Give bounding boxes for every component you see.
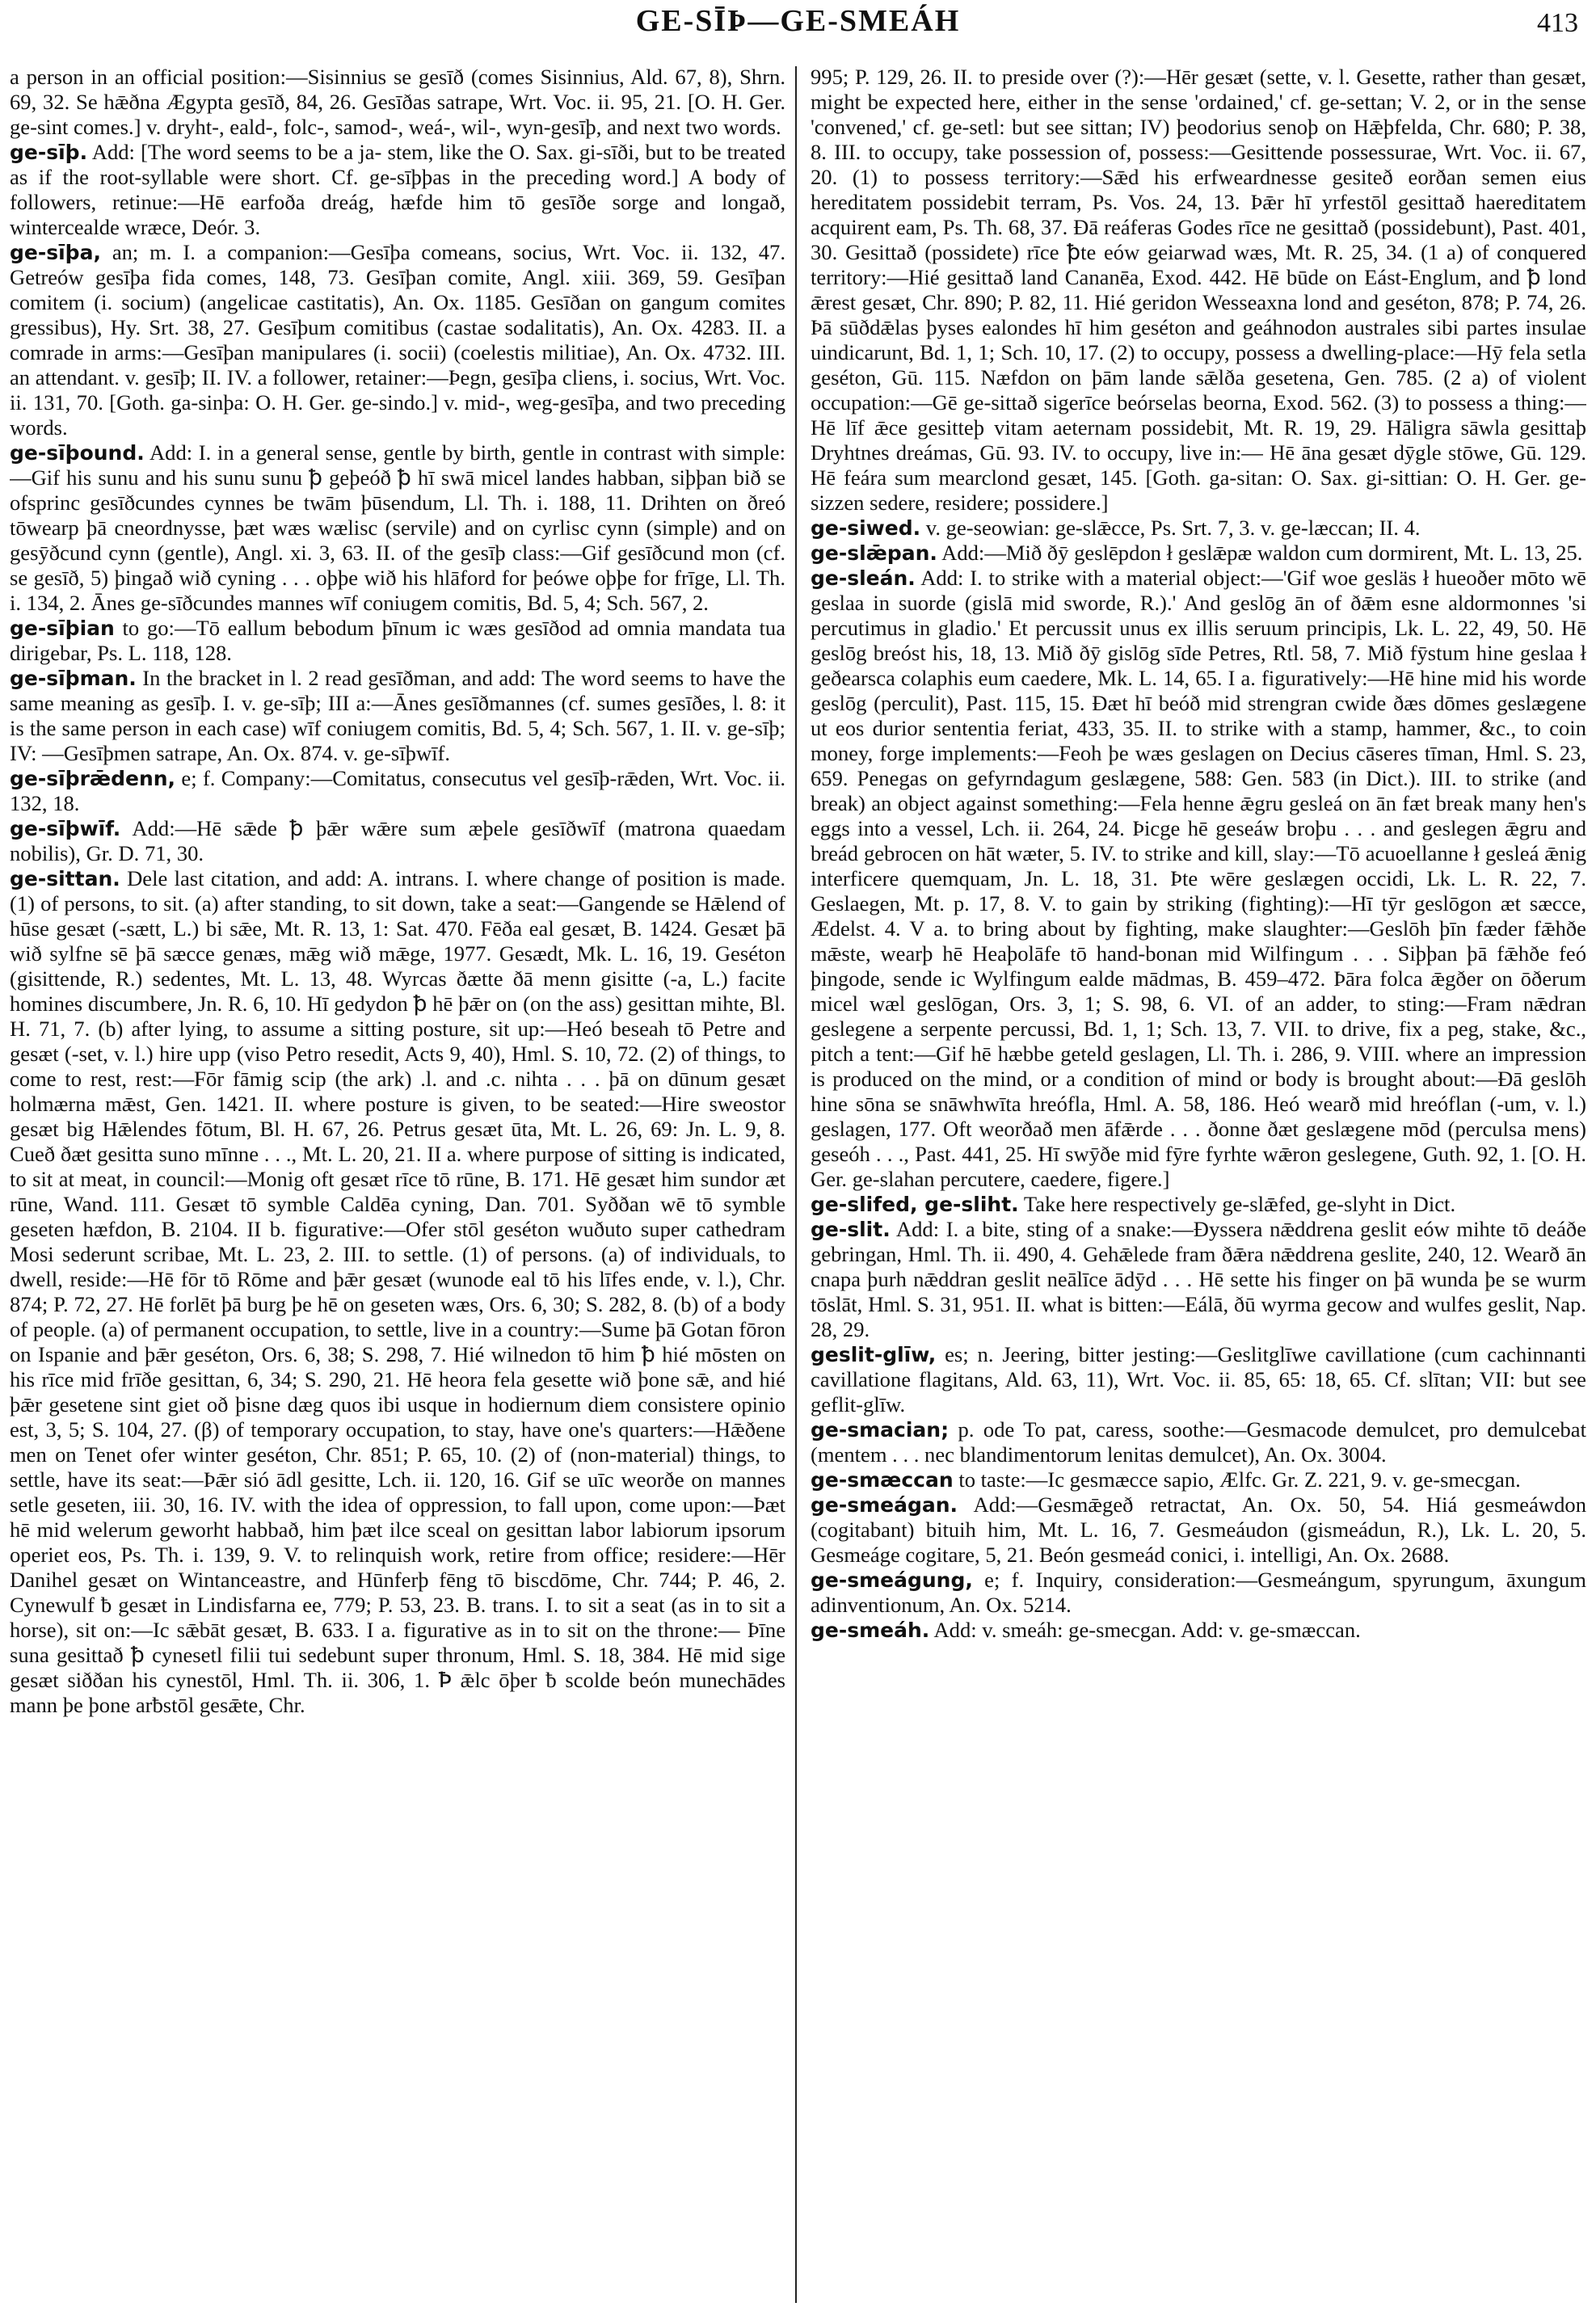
entry-headword: ge-sīþian bbox=[10, 617, 115, 640]
entry-text: Dele last citation, and add: A. intrans. I. where change of position is made. (1) of persons, to sit. (a) after standing, to sit down, take a seat:—Gangende se Hǣlend of hūse gesæt (-sætt, L.) bi sǣe, Mt. R. 13, 1: Sat. 470. Fēða eal gesæt, B. 1424. Gesæt þā wið sylfne sē þā sæcce genæs, mǣg wið mǣge, 1977. Gesædt, Mk. L. 16, 19. Geséton (gisittende, R.) sedentes, Mt. L. 13, 48. Wyrcas ðætte ðā menn gisitte (-a, L.) facite homines discumbere, Jn. R. 6, 10. Hī gedydon ꝥ hē þǣr on (on the ass) gesittan mihte, Bl. H. 71, 7. (b) after lying, to assume a sitting posture, sit up:—Heó beseah tō Petre and gesæt (-set, v. l.) hire upp (viso Petro resedit, Acts 9, 40), Hml. S. 10, 72. (2) of things, to come to rest, rest:—Fōr fāmig scip (the ark) .l. and .c. nihta . . . þā on dūnum gesæt holmærna mǣst, Gen. 1421. II. where posture is given, to be seated:—Hire sweostor gesæt big Hǣlendes fōtum, Bl. H. 67, 26. Petrus gesæt ūta, Mt. L. 26, 69: Jn. L. 9, 8. Cueð ðæt gesitta suno mīnne . . ., Mt. L. 20, 21. II a. where purpose of sitting is indicated, to sit at meat, in council:—Monig oft gesæt rīce tō rūne, B. 171. Hē gesæt him sundor æt rūne, Wand. 111. Gesæt tō symble Caldēa cyning, Dan. 701. Syððan wē tō symble geseten hæfdon, B. 2104. II b. figurative:—Ofer stōl geséton wuðuto super cathedram Mosi sederunt scribae, Mt. L. 23, 2. III. to settle. (1) of persons. (a) of individuals, to dwell, reside:—Hē fōr tō Rōme and þǣr gesæt (wunode eal tō his līfes ende, v. l.), Chr. 874; P. 72, 27. Hē forlēt þā burg þe hē on geseten wæs, Ors. 6, 30; S. 282, 8. (b) of a body of people. (a) of permanent occupation, to settle, live in a country:—Sume þā Gotan fōron on Ispanie and þǣr geséton, Ors. 6, 38; S. 298, 7. Hié wilnedon tō him ꝥ hié mōsten on his rīce mid frīðe gesittan, 6, 34; S. 290, 21. Hē heora fela gesette wið þone sǣ, and hié þǣr gesetene sint giet oð þisne dæg quos ibi usque in hodiernum diem consistere opinio est, 3, 5; S. 104, 27. (β) of temporary occupation, to stay, have one's quarters:—Hǣðene men on Tenet ofer winter geséton, Chr. 851; P. 65, 10. (2) of (non-material) things, to settle, have its seat:—Þǣr sió ādl gesitte, Lch. ii. 120, 16. Gif se uīc weorðe on mannes setle geseten, iii. 30, 16. IV. with the idea of oppression, to fall upon, come upon:—Þæt hē mid welerum geworht habbað, him þæt ilce sceal on gesittan labor labiorum ipsorum operiet eos, Ps. Th. i. 139, 9. V. to relinquish work, retire from office; residere:—Hēr Danihel gesæt on Wintanceastre, and Hūnferþ fēng tō biscdōme, Chr. 744; P. 46, 2. Cynewulf ƀ gesæt in Lindisfarna ee, 779; P. 53, 23. B. trans. I. to sit a seat (as in to sit a horse), sit on:—Ic sǣbāt gesæt, B. 633. I a. figurative as in to sit on the throne:— Þīne suna gesittað ꝥ cynesetl filii tui sedebunt super thronum, Hml. S. 18, 384. Hē mid sige gesæt siððan his cynestōl, Hml. Th. ii. 306, 1. Ꝥ ǣlc ōþer ƀ scolde beón munechādes mann þe þone arƀstōl gesǣte, Chr. bbox=[10, 866, 785, 1717]
entry-text: e; f. Company:—Comitatus, consecutus vel gesīþ-rǣden, Wrt. Voc. ii. 132, 18. bbox=[10, 766, 785, 815]
right-column bbox=[811, 65, 1586, 2303]
entry-text: Add: I. to strike with a material object:—'Gif woe gesläs ł hueoðer mōto wē geslaa in suorde (gislā mid sworde, R.).' And geslōg ān of ðǣm esne aldormonnes 'si percutimus in gladio.' Et percussit unus ex illis seruum principis, Lk. L. 22, 49, 50. Hē geslōg breóst his, 18, 13. Mið ðȳ gislōg sīde Petres, Rtl. 58, 7. Mið fȳstum hine geslaa ł geðearsca colaphis eum caedere, Mk. L. 14, 65. I a. figuratively:—Hē hine mid his worde geslōg (perculit), Past. 115, 15. Ðæt hī beóð mid strengran cwide ðæs dōmes geslægene ut eos durior sententia feriat, 433, 35. II. to strike with a stamp, hammer, &c., to coin money, forge implements:—Feoh þe wæs geslagen on Decius cāseres tīman, Hml. S. 23, 659. Penegas on gefyrndagum geslægene, 588: Gen. 583 (in Dict.). III. to strike (and break) an object against something:—Fela henne ǣgru gesleá on ān fæt break many hen's eggs into a vessel, Lch. ii. 264, 24. Þicge hē geseáw broþu . . . and geslegen ǣgru and breád gebrocen on hāt wæter, 5. IV. to strike and kill, slay:—Tō acuoellanne ł gesleá ǣnig interficere quemquam, Jn. L. 18, 31. Þte wēre geslægen occidi, Lk. L. R. 22, 7. Geslaegen, Mt. p. 17, 8. V. to gain by striking (fighting):—Hī tȳr geslōgon æt sæcce, Ædelst. 4. V a. to bring about by fighting, make slaughter:—Geslōh þīn fæder fǣhðe mǣste, wearþ hē Heaþolāfe tō hand-bonan mid Wilfingum . . . Siþþan þā fǣhðe feó þingode, sende ic Wylfingum ealde mādmas, B. 459–472. Þāra folca ǣgðer on ōðerum micel wæl geslōgan, Ors. 3, 1; S. 98, 6. VI. of an adder, to sting:—Fram nǣdran geslegene a serpente percussi, Bd. 1, 1; Sch. 13, 7. VII. to drive, fix a peg, stake, &c., pitch a tent:—Gif hē hæbbe geteld geslagen, Ll. Th. i. 286, 9. VIII. where an impression is produced on the mind, or a condition of mind or body is brought about:—Ðā geslōh hine sōna se snāwhwīta hreófla, Hml. A. 58, 186. Heó wearð mid hreóflan (-um, v. l.) geslagen, 177. Oft weorðað men āfǣrde . . . ðonne ðæt geslægene mōd (perculsa mens) geseóh . . ., Past. 441, 25. Hī swȳðe mid fȳre fyrhte wǣron geslegene, Guth. 92, 1. [O. H. Ger. ge-slahan percutere, caedere, figere.] bbox=[811, 566, 1586, 1191]
entry-headword: ge-sīþa, bbox=[10, 241, 101, 264]
dictionary-entry bbox=[10, 65, 785, 140]
entry-headword: ge-sleán. bbox=[811, 566, 916, 590]
entry-headword: ge-smeágung, bbox=[811, 1568, 973, 1592]
entry-headword: ge-sīþrǣdenn, bbox=[10, 767, 176, 790]
column-divider bbox=[795, 66, 797, 2303]
entry-text: a person in an official position:—Sisinnius se gesīð (comes Sisinnius, Ald. 67, 8), Shrn. 69, 32. Se hǣðna Ægypta gesīð, 84, 26. Gesīðas satrape, Wrt. Voc. ii. 95, 21. [O. H. Ger. ge-sint comes.] v. dryht-, eald-, folc-, samod-, weá-, wil-, wyn-gesīþ, and next two words. bbox=[10, 65, 785, 139]
page-number: 413 bbox=[1537, 8, 1578, 38]
dictionary-entry bbox=[811, 566, 1586, 1192]
entry-text: an; m. I. a companion:—Gesīþa comeans, socius, Wrt. Voc. ii. 132, 47. Getreów gesīþa fida comes, 148, 73. Gesīþan comite, Angl. xiii. 369, 59. Gesīþan comitem (i. socium) (angelicae castitatis), An. Ox. 1185. Gesīðan on gangum comites gressibus), Hy. Srt. 38, 27. Gesīþum comitibus (castae sodalitatis), An. Ox. 4283. II. a comrade in arms:—Gesīþan manipulares (i. socii) (coelestis militiae), An. Ox. 4732. III. an attendant. v. gesīþ; II. IV. a follower, retainer:—Þegn, gesīþa cliens, i. socius, Wrt. Voc. ii. 131, 70. [Goth. ga-sinþa: O. H. Ger. ge-sindo.] v. mid-, weg-gesīþa, and two preceding words. bbox=[10, 240, 785, 440]
entry-headword: ge-smeáh. bbox=[811, 1619, 930, 1642]
entry-text: Add: v. smeáh: ge-smecgan. Add: v. ge-smæccan. bbox=[933, 1618, 1361, 1642]
dictionary-entry bbox=[811, 1342, 1586, 1417]
page-header bbox=[0, 0, 1596, 48]
dictionary-entry bbox=[811, 1467, 1586, 1492]
entry-headword: ge-smeágan. bbox=[811, 1493, 958, 1517]
entry-headword: ge-sīþwīf. bbox=[10, 817, 121, 840]
dictionary-entry bbox=[811, 516, 1586, 541]
dictionary-entry bbox=[10, 766, 785, 816]
dictionary-entry bbox=[10, 616, 785, 666]
dictionary-entry bbox=[811, 1492, 1586, 1568]
entry-text: es; n. Jeering, bitter jesting:—Geslitglīwe cavillatione (cum cachinnanti cavillatione flagitans, Ald. 63, 11), Wrt. Voc. ii. 85, 65: 18, 65. Cf. slītan; VII: but see geflit-glīw. bbox=[811, 1342, 1586, 1416]
dictionary-entry bbox=[10, 816, 785, 866]
dictionary-entry bbox=[10, 140, 785, 240]
entry-headword: ge-sīþman. bbox=[10, 667, 137, 690]
dictionary-entry bbox=[811, 1618, 1586, 1643]
entry-text: Add: I. a bite, sting of a snake:—Ðyssera nǣddrena geslit eów mihte tō deáðe gebringan, Hml. Th. ii. 490, 4. Gehǣlede fram ðǣra nǣddrena geslite, 240, 12. Wearð ān cnapa þurh nǣddran geslit neālīce ādȳd . . . Hē sette his finger on þā wunda þe se wurm tōslāt, Hml. S. 31, 951. II. what is bitten:—Eálā, ðū wyrma gecow and wulfes geslit, Nap. 28, 29. bbox=[811, 1217, 1586, 1341]
left-column bbox=[10, 65, 785, 2303]
dictionary-entry bbox=[811, 65, 1586, 516]
dictionary-entry bbox=[811, 1417, 1586, 1467]
entry-text: In the bracket in l. 2 read gesīðman, and add: The word seems to have the same meaning as gesīþ. I. v. ge-sīþ; III a:—Ānes gesīðmannes (cf. sumes gesīðes, l. 8: it is the same person in each case) wīf coniugem comitis, Bd. 5, 4; Sch. 567, 1. II. v. ge-sīþ; IV: —Gesīþmen satrape, An. Ox. 874. v. ge-sīþwīf. bbox=[10, 666, 785, 765]
dictionary-entry bbox=[10, 440, 785, 616]
entry-headword: geslit-glīw, bbox=[811, 1343, 937, 1366]
dictionary-entry bbox=[811, 1192, 1586, 1217]
entry-headword: ge-slifed, ge-sliht. bbox=[811, 1193, 1019, 1216]
entry-text: Add:—Gesmǣgeð retractat, An. Ox. 50, 54. Hiá gesmeáwdon (cogitabant) bituih him, Mt. L. 16, 7. Gesmeáudon (gismeádun, R.), Lk. L. 20, 5. Gesmeáge cogitare, 5, 21. Beón gesmeád conici, i. intelligi, An. Ox. 2688. bbox=[811, 1492, 1586, 1567]
dictionary-entry bbox=[811, 1568, 1586, 1618]
dictionary-entry bbox=[10, 240, 785, 440]
dictionary-entry bbox=[811, 541, 1586, 566]
entry-headword: ge-smæccan bbox=[811, 1468, 954, 1492]
entry-headword: ge-sīþ. bbox=[10, 141, 88, 164]
entry-text: e; f. Inquiry, consideration:—Gesmeángum, spyrungum, āxungum adinventionum, An. Ox. 5214. bbox=[811, 1568, 1586, 1617]
entry-text: to go:—Tō eallum bebodum þīnum ic wæs gesīðod ad omnia mandata tua dirigebar, Ps. L. 118, 128. bbox=[10, 616, 785, 665]
dictionary-entry bbox=[10, 666, 785, 766]
entry-text: Add: I. in a general sense, gentle by birth, gentle in contrast with simple:—Gif his sunu and his sunu sunu ꝥ geþeóð ꝥ hī swā micel landes habban, siþþan bið se ofsprinc gesīðcundes cynnes be twām þūsendum, Ll. Th. i. 188, 11. Drihten on ðreó tōwearp þā cneordnysse, þæt wæs wælisc (servile) and on cyrlisc cynn (simple) and on gesȳðcund cynn (gentle), Angl. xi. 3, 63. II. of the gesīþ class:—Gif gesīðcund mon (cf. se gesīð, 5) þingað wið cyning . . . oþþe wið his hlāford for þeówe oþþe for frīge, Ll. Th. i. 134, 2. Ānes ge-sīðcundes mannes wīf coniugem comitis, Bd. 5, 4; Sch. 567, 2. bbox=[10, 440, 785, 615]
entry-text: p. ode To pat, caress, soothe:—Gesmacode demulcet, pro demulcebat (mentem . . . nec blandimentorum lenitas demulcet), An. Ox. 3004. bbox=[811, 1417, 1586, 1467]
entry-text: Add:—Mið ðȳ geslēpdon ł geslǣpæ waldon cum dormirent, Mt. L. 13, 25. bbox=[941, 541, 1583, 565]
entry-text: Take here respectively ge-slǣfed, ge-slyht in Dict. bbox=[1023, 1192, 1456, 1216]
entry-text: v. ge-seowian: ge-slǣcce, Ps. Srt. 7, 3. v. ge-læccan; II. 4. bbox=[925, 516, 1421, 540]
entry-text: Add: [The word seems to be a ja- stem, like the O. Sax. gi-sīði, but to be treated as if the root-syllable were short. Cf. ge-sīþþas in the preceding word.] A body of followers, retinue:—Hē earfoða dreág, hæfde him tō gesīðe sorge and longað, wintercealde wræce, Deór. 3. bbox=[10, 140, 785, 239]
entry-text: 995; P. 129, 26. II. to preside over (?):—Hēr gesæt (sette, v. l. Gesette, rather than gesæt, might be expected here, either in the sense 'ordained,' cf. ge-settan; V. 2, or in the sense 'convened,' cf. ge-setl: but see sittan; IV) þeodorius senoþ on Hǣþfelda, Chr. 680; P. 38, 8. III. to occupy, take possession of, possess:—Gesittende possessurae, Wrt. Voc. ii. 67, 20. (1) to possess territory:—Sǣd his erfweardnesse gesiteð eorðan semen eius hereditatem possidebit terram, Ps. Vos. 24, 13. Þǣr hī yrfestōl gesittað haereditatem acquirent eam, Ps. Th. 68, 37. Ðā reáferas Godes rīce ne gesittað (possidebunt), Past. 401, 30. Gesittað (possidete) rīce ꝥte eów geiarwad wæs, Mt. R. 25, 34. (1 a) of conquered territory:—Hié gesittað land Cananēa, Exod. 442. Hē būde on Eást-Englum, and ꝥ lond ǣrest gesæt, Chr. 890; P. 82, 11. Hié geridon Wesseaxna lond and geséton, 878; P. 74, 26. Þā sūðdǣlas þyses ealondes hī him geséton and geáhnodon australes sibi partes insulae uindicarunt, Bd. 1, 1; Sch. 10, 17. (2) to occupy, possess a dwelling-place:—Hȳ fela setla geséton, Gū. 115. Næfdon on þām lande sǣlða gesetena, Gen. 785. (2 a) of violent occupation:—Gē ge-sittað sigerīce beórselas beorna, Exod. 562. (3) to possess a thing:—Hē līf ǣce gesitteþ vitam aeternam possidebit, Mt. R. 19, 29. Hāligra sāwla gesittaþ Dryhtnes dreámas, Gū. 93. IV. to occupy, live in:— Hē āna gesæt dȳgle stōwe, Gū. 129. Hē feára sum mearclond gesæt, 145. [Goth. ga-sitan: O. Sax. gi-sittian: O. H. Ger. ge-sizzen sedere, residere; possidere.] bbox=[811, 65, 1586, 515]
entry-headword: ge-siwed. bbox=[811, 516, 921, 540]
entry-headword: ge-slit. bbox=[811, 1218, 891, 1241]
entry-headword: ge-sīþound. bbox=[10, 441, 145, 465]
entry-text: to taste:—Ic gesmæcce sapio, Ælfc. Gr. Z. 221, 9. v. ge-smecgan. bbox=[958, 1467, 1521, 1492]
entry-headword: ge-smacian; bbox=[811, 1418, 950, 1442]
dictionary-entry bbox=[811, 1217, 1586, 1342]
dictionary-entry bbox=[10, 866, 785, 1718]
entry-text: Add:—Hē sǣde ꝥ þǣr wǣre sum æþele gesīðwīf (matrona quaedam nobilis), Gr. D. 71, 30. bbox=[10, 816, 785, 865]
running-head: GE-SĪÞ—GE-SMEÁH bbox=[635, 4, 961, 38]
entry-headword: ge-slǣpan. bbox=[811, 541, 937, 565]
entry-headword: ge-sittan. bbox=[10, 867, 120, 890]
